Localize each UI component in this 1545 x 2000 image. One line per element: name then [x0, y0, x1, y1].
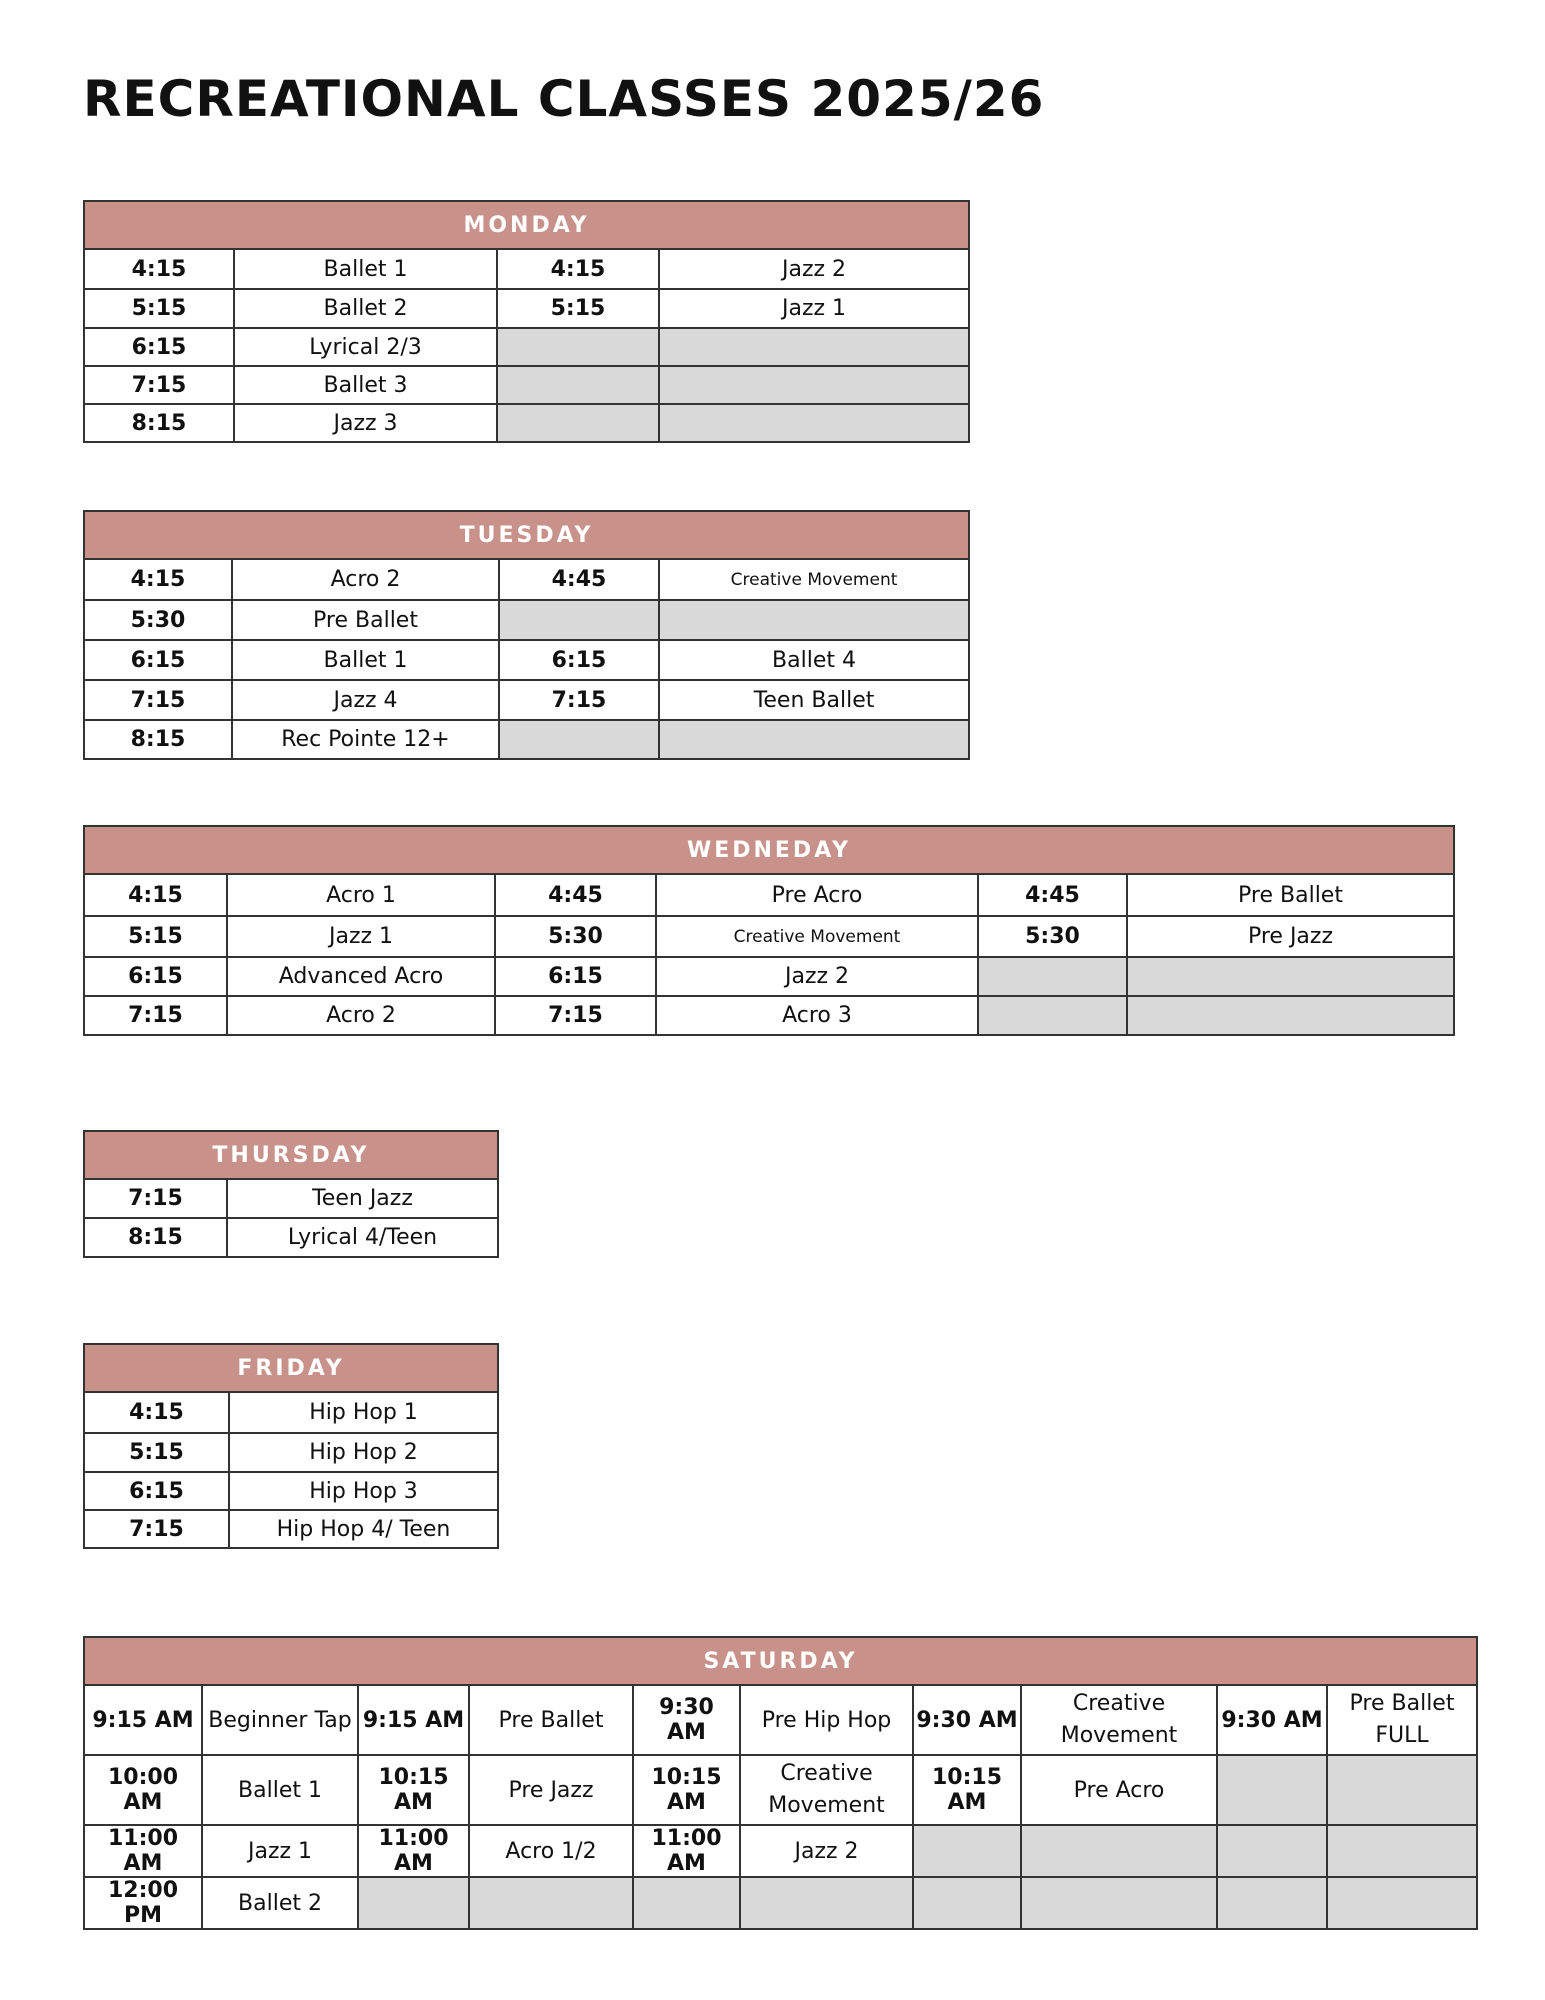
time-cell: 10:15 AM [633, 1755, 740, 1825]
class-cell: Pre Ballet [469, 1685, 633, 1755]
class-cell: Creative Movement [659, 559, 969, 600]
table-row [84, 559, 969, 600]
class-cell: Acro 2 [232, 559, 499, 600]
time-cell: 11:00 AM [358, 1825, 469, 1877]
class-cell: Jazz 4 [232, 680, 499, 720]
day-header: FRIDAY [84, 1344, 498, 1392]
time-cell: 5:15 [84, 916, 227, 957]
friday-schedule [83, 1343, 499, 1549]
time-cell: 4:45 [495, 874, 656, 916]
table-row [84, 720, 969, 759]
table-row [84, 1392, 498, 1433]
class-cell: Pre Ballet [1127, 874, 1454, 916]
class-cell: Jazz 2 [656, 957, 978, 996]
class-cell: Hip Hop 4/ Teen [229, 1510, 498, 1548]
time-cell: 10:15 AM [913, 1755, 1021, 1825]
empty-cell [497, 366, 659, 404]
class-cell: Ballet 4 [659, 640, 969, 680]
time-cell: 7:15 [84, 1179, 227, 1218]
class-cell: Jazz 1 [659, 289, 969, 328]
empty-cell [1021, 1877, 1217, 1929]
empty-cell [1327, 1877, 1477, 1929]
time-cell: 4:45 [978, 874, 1127, 916]
class-cell: Jazz 2 [659, 249, 969, 289]
time-cell: 6:15 [84, 640, 232, 680]
time-cell: 6:15 [84, 328, 234, 366]
class-cell: Ballet 1 [234, 249, 497, 289]
time-cell: 4:15 [84, 249, 234, 289]
wednesday-schedule [83, 825, 1455, 1036]
time-cell: 8:15 [84, 1218, 227, 1257]
empty-cell [1021, 1825, 1217, 1877]
class-cell: Jazz 1 [227, 916, 495, 957]
table-row [84, 249, 969, 289]
time-cell: 4:15 [84, 1392, 229, 1433]
class-cell: Jazz 3 [234, 404, 497, 442]
class-cell: Ballet 3 [234, 366, 497, 404]
class-cell: Teen Jazz [227, 1179, 498, 1218]
table-row [84, 1179, 498, 1218]
time-cell: 7:15 [499, 680, 659, 720]
class-cell: Pre Hip Hop [740, 1685, 913, 1755]
empty-cell [659, 720, 969, 759]
empty-cell [1327, 1755, 1477, 1825]
class-cell: Ballet 2 [234, 289, 497, 328]
empty-cell [469, 1877, 633, 1929]
time-cell: 9:30 AM [633, 1685, 740, 1755]
time-cell: 4:45 [499, 559, 659, 600]
empty-cell [659, 328, 969, 366]
table-row [84, 404, 969, 442]
class-cell: Pre Ballet FULL [1327, 1685, 1477, 1755]
empty-cell [659, 600, 969, 640]
class-cell: Ballet 2 [202, 1877, 358, 1929]
day-header: SATURDAY [84, 1637, 1477, 1685]
empty-cell [1327, 1825, 1477, 1877]
class-cell: Acro 1/2 [469, 1825, 633, 1877]
empty-cell [499, 600, 659, 640]
time-cell: 9:15 AM [358, 1685, 469, 1755]
time-cell: 7:15 [84, 1510, 229, 1548]
class-cell: Rec Pointe 12+ [232, 720, 499, 759]
class-cell: Ballet 1 [232, 640, 499, 680]
table-row [84, 996, 1454, 1035]
day-header: TUESDAY [84, 511, 969, 559]
class-cell: Hip Hop 2 [229, 1433, 498, 1472]
class-cell: Lyrical 2/3 [234, 328, 497, 366]
class-cell: Acro 1 [227, 874, 495, 916]
time-cell: 7:15 [84, 680, 232, 720]
class-cell: Ballet 1 [202, 1755, 358, 1825]
day-header: WEDNEDAY [84, 826, 1454, 874]
time-cell: 8:15 [84, 404, 234, 442]
table-row [84, 1472, 498, 1510]
class-cell: Pre Jazz [469, 1755, 633, 1825]
class-cell: Pre Ballet [232, 600, 499, 640]
class-cell: Creative Movement [1021, 1685, 1217, 1755]
class-cell: Beginner Tap [202, 1685, 358, 1755]
time-cell: 4:15 [84, 874, 227, 916]
table-row [84, 680, 969, 720]
page-title: RECREATIONAL CLASSES 2025/26 [83, 70, 1045, 128]
time-cell: 9:30 AM [913, 1685, 1021, 1755]
class-cell: Pre Jazz [1127, 916, 1454, 957]
table-row [84, 366, 969, 404]
table-row [84, 1825, 1477, 1877]
class-cell: Pre Acro [656, 874, 978, 916]
day-header: MONDAY [84, 201, 969, 249]
class-cell: Hip Hop 3 [229, 1472, 498, 1510]
time-cell: 5:15 [497, 289, 659, 328]
time-cell: 5:30 [978, 916, 1127, 957]
thursday-schedule [83, 1130, 499, 1258]
time-cell: 11:00 AM [633, 1825, 740, 1877]
table-row [84, 874, 1454, 916]
time-cell: 11:00 AM [84, 1825, 202, 1877]
table-row [84, 600, 969, 640]
tuesday-schedule [83, 510, 970, 760]
class-cell: Pre Acro [1021, 1755, 1217, 1825]
time-cell: 5:30 [495, 916, 656, 957]
time-cell: 5:30 [84, 600, 232, 640]
empty-cell [633, 1877, 740, 1929]
empty-cell [497, 404, 659, 442]
empty-cell [1127, 957, 1454, 996]
day-header: THURSDAY [84, 1131, 498, 1179]
time-cell: 10:00 AM [84, 1755, 202, 1825]
time-cell: 6:15 [84, 957, 227, 996]
empty-cell [499, 720, 659, 759]
time-cell: 6:15 [495, 957, 656, 996]
empty-cell [1217, 1755, 1327, 1825]
empty-cell [1217, 1877, 1327, 1929]
class-cell: Acro 3 [656, 996, 978, 1035]
empty-cell [1127, 996, 1454, 1035]
class-cell: Acro 2 [227, 996, 495, 1035]
saturday-schedule [83, 1636, 1478, 1930]
class-cell: Creative Movement [656, 916, 978, 957]
class-cell: Creative Movement [740, 1755, 913, 1825]
empty-cell [913, 1877, 1021, 1929]
time-cell: 5:15 [84, 289, 234, 328]
table-row [84, 1218, 498, 1257]
table-row [84, 916, 1454, 957]
empty-cell [659, 404, 969, 442]
empty-cell [659, 366, 969, 404]
class-cell: Jazz 1 [202, 1825, 358, 1877]
table-row [84, 1433, 498, 1472]
table-row [84, 1877, 1477, 1929]
table-row [84, 957, 1454, 996]
time-cell: 7:15 [84, 366, 234, 404]
time-cell: 7:15 [84, 996, 227, 1035]
empty-cell [358, 1877, 469, 1929]
time-cell: 4:15 [84, 559, 232, 600]
time-cell: 9:30 AM [1217, 1685, 1327, 1755]
time-cell: 5:15 [84, 1433, 229, 1472]
time-cell: 12:00 PM [84, 1877, 202, 1929]
table-row [84, 1685, 1477, 1755]
monday-schedule [83, 200, 970, 443]
empty-cell [978, 957, 1127, 996]
class-cell: Hip Hop 1 [229, 1392, 498, 1433]
time-cell: 9:15 AM [84, 1685, 202, 1755]
empty-cell [740, 1877, 913, 1929]
table-row [84, 1755, 1477, 1825]
time-cell: 4:15 [497, 249, 659, 289]
empty-cell [497, 328, 659, 366]
class-cell: Jazz 2 [740, 1825, 913, 1877]
class-cell: Teen Ballet [659, 680, 969, 720]
time-cell: 10:15 AM [358, 1755, 469, 1825]
class-cell: Lyrical 4/Teen [227, 1218, 498, 1257]
table-row [84, 640, 969, 680]
empty-cell [978, 996, 1127, 1035]
empty-cell [913, 1825, 1021, 1877]
class-cell: Advanced Acro [227, 957, 495, 996]
time-cell: 6:15 [499, 640, 659, 680]
table-row [84, 289, 969, 328]
time-cell: 6:15 [84, 1472, 229, 1510]
table-row [84, 1510, 498, 1548]
table-row [84, 328, 969, 366]
time-cell: 8:15 [84, 720, 232, 759]
time-cell: 7:15 [495, 996, 656, 1035]
empty-cell [1217, 1825, 1327, 1877]
